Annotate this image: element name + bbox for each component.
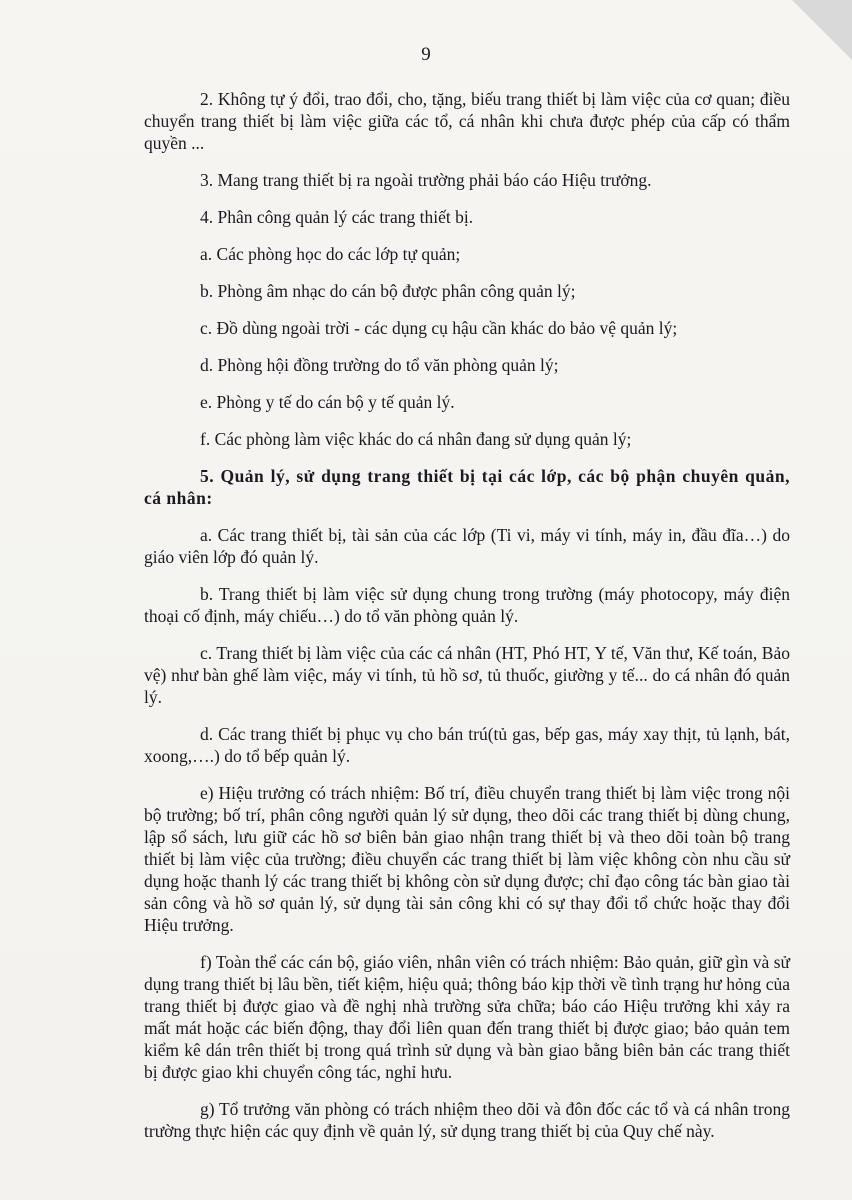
paragraph-3: 3. Mang trang thiết bị ra ngoài trường phải báo cáo Hiệu trưởng. [200,170,652,190]
paragraph-5d: d. Các trang thiết bị phục vụ cho bán trú(tủ gas, bếp gas, máy xay thịt, tủ lạnh, bát, xoong,….) do tổ bếp quản lý. [144,724,790,766]
paragraph-5f: f) Toàn thể các cán bộ, giáo viên, nhân viên có trách nhiệm: Bảo quản, giữ gìn và sử dụng trang thiết bị lâu bền, tiết kiệm, hiệu quả; thông báo kịp thời về tình trạng hư hỏng của trang thiết bị được giao và đề nghị nhà trường sửa chữa; báo cáo Hiệu trưởng khi xảy ra mất mát hoặc các biến động, thay đổi liên quan đến trang thiết bị được giao; bảo quản tem kiểm kê dán trên thiết bị trong quá trình sử dụng và bàn giao bằng biên bản các trang thiết bị được giao khi chuyển công tác, nghỉ hưu. [144,952,790,1082]
page-number: 9 [421,44,431,65]
paragraph-4d: d. Phòng hội đồng trường do tổ văn phòng quản lý; [200,355,559,375]
paragraph-5b: b. Trang thiết bị làm việc sử dụng chung trong trường (máy photocopy, máy điện thoại cố định, máy chiếu…) do tổ văn phòng quản lý. [144,584,790,626]
paragraph-4f: f. Các phòng làm việc khác do cá nhân đang sử dụng quản lý; [200,429,632,449]
paragraph-4c: c. Đồ dùng ngoài trời - các dụng cụ hậu cần khác do bảo vệ quản lý; [200,318,678,338]
paragraph-4a: a. Các phòng học do các lớp tự quản; [200,244,461,264]
section-5-heading: 5. Quản lý, sử dụng trang thiết bị tại các lớp, các bộ phận chuyên quản, cá nhân: [144,466,790,508]
paragraph-4: 4. Phân công quản lý các trang thiết bị. [200,207,474,227]
paragraph-5c: c. Trang thiết bị làm việc của các cá nhân (HT, Phó HT, Y tế, Văn thư, Kế toán, Bảo vệ) như bàn ghế làm việc, máy vi tính, tủ hồ sơ, tủ thuốc, giường y tế... do cá nhân đó quản lý. [144,643,790,707]
paragraph-5a: a. Các trang thiết bị, tài sản của các lớp (Ti vi, máy vi tính, máy in, đầu đĩa…) do giáo viên lớp đó quản lý. [144,525,790,567]
paragraph-5e: e) Hiệu trưởng có trách nhiệm: Bố trí, điều chuyển trang thiết bị làm việc trong nội bộ trường; bố trí, phân công người quản lý sử dụng, theo dõi các trang thiết bị dùng chung, lập sổ sách, lưu giữ các hồ sơ biên bản giao nhận trang thiết bị và theo dõi toàn bộ trang thiết bị làm việc của trường; điều chuyển các trang thiết bị làm việc không còn nhu cầu sử dụng hoặc thanh lý các trang thiết bị không còn sử dụng được; chỉ đạo công tác bàn giao tài sản công và hồ sơ quản lý, sử dụng tài sản công khi có sự thay đổi tổ chức hoặc thay đổi Hiệu trưởng. [144,783,790,935]
paragraph-4e: e. Phòng y tế do cán bộ y tế quản lý. [200,392,455,412]
paragraph-5g: g) Tổ trưởng văn phòng có trách nhiệm theo dõi và đôn đốc các tổ và cá nhân trong trường thực hiện các quy định về quản lý, sử dụng trang thiết bị của Quy chế này. [144,1099,790,1141]
paragraph-2: 2. Không tự ý đổi, trao đổi, cho, tặng, biếu trang thiết bị làm việc của cơ quan; điều chuyển trang thiết bị làm việc giữa các tổ, cá nhân khi chưa được phép của cấp có thẩm quyền ... [144,89,790,153]
paragraph-4b: b. Phòng âm nhạc do cán bộ được phân công quản lý; [200,281,576,301]
document-body [144,88,790,1157]
